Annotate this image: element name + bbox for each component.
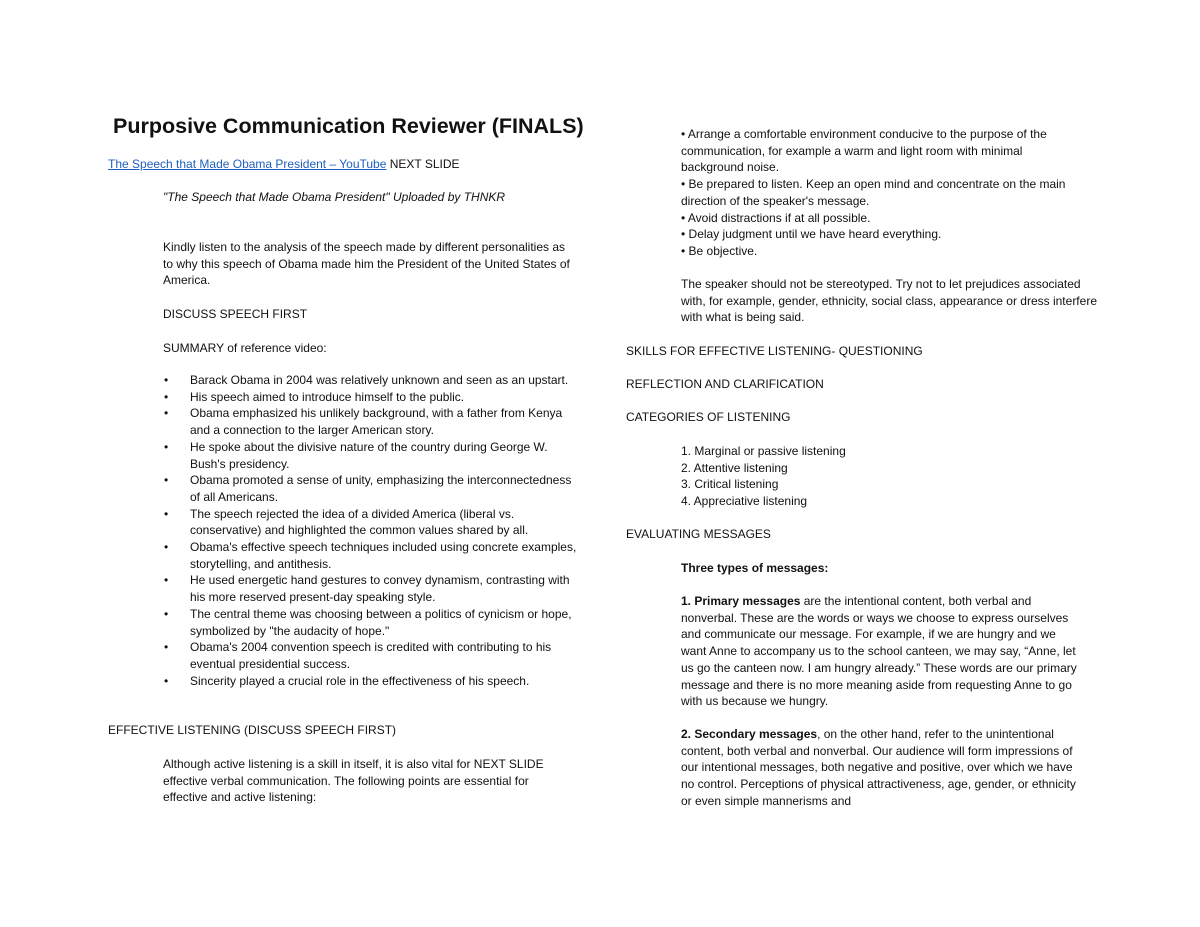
summary-bullet-item: [163, 472, 578, 505]
three-types-heading: Three types of messages:: [681, 561, 829, 575]
summary-bullet-item: [163, 439, 578, 472]
summary-bullet-text: Sincerity played a crucial role in the effectiveness of his speech.: [190, 673, 530, 688]
intro-paragraph: Kindly listen to the analysis of the speech made by different personalities as to why this speech of Obama made him the President of the United States of America.: [163, 240, 570, 288]
summary-bullet-item: [163, 506, 578, 539]
summary-bullet-item: [163, 606, 578, 639]
secondary-messages-label: 2. Secondary messages: [681, 727, 818, 741]
bullet-dot-icon: •: [164, 439, 169, 454]
bullet-dot-icon: •: [164, 473, 169, 488]
secondary-messages-text: , on the other hand, refer to the unintentional content, both verbal and nonverbal. Our audience will form impressions of our intentional messages, both negative and positive, over which we have no control. Perceptions of physical attractiveness, age, gender, or ethnicity or even simple mannerisms and: [681, 727, 1076, 808]
listening-point-item: • Delay judgment until we have heard everything.: [681, 227, 942, 242]
bullet-dot-icon: •: [164, 573, 169, 588]
categories-list: [681, 443, 846, 510]
summary-bullet-item: [163, 539, 578, 572]
summary-bullet-item: [163, 372, 578, 389]
bullet-dot-icon: •: [164, 406, 169, 421]
summary-bullet-text: The speech rejected the idea of a divided America (liberal vs. conservative) and highlighted the common values shared by all.: [190, 506, 529, 538]
summary-heading: SUMMARY of reference video:: [163, 341, 327, 355]
page-title: Purposive Communication Reviewer (FINALS): [113, 114, 584, 138]
listening-category-item: 3. Critical listening: [681, 477, 779, 492]
video-quote: "The Speech that Made Obama President" Uploaded by THNKR: [163, 190, 506, 204]
summary-bullet-text: Obama promoted a sense of unity, emphasizing the interconnectedness of all Americans.: [190, 473, 572, 504]
listening-point-item: • Be objective.: [681, 243, 758, 258]
summary-bullet-text: Obama's 2004 convention speech is credited with contributing to his eventual presidential success.: [190, 640, 552, 671]
summary-bullet-text: He used energetic hand gestures to convey dynamism, contrasting with his more reserved present-day speaking style.: [190, 573, 570, 605]
summary-bullet-list: [163, 372, 578, 689]
effective-listening-paragraph: Although active listening is a skill in itself, it is also vital for NEXT SLIDE effective verbal communication. The following points are essential for effective and active listening:: [163, 757, 544, 805]
summary-bullet-text: The central theme was choosing between a politics of cynicism or hope, symbolized by "the audacity of hope.": [190, 606, 572, 638]
listening-category-item: 1. Marginal or passive listening: [681, 444, 846, 458]
bullet-dot-icon: •: [164, 389, 169, 404]
bullet-dot-icon: •: [164, 673, 169, 688]
summary-bullet-item: [163, 572, 578, 605]
summary-bullet-item: [163, 639, 578, 672]
bullet-dot-icon: •: [164, 373, 169, 387]
listening-category-item: 4. Appreciative listening: [681, 494, 808, 509]
summary-bullet-item: [163, 405, 578, 438]
discuss-speech-note: DISCUSS SPEECH FIRST: [163, 307, 308, 321]
summary-bullet-text: Obama emphasized his unlikely background, with a father from Kenya and a connection to the larger American story.: [190, 406, 563, 438]
bullet-dot-icon: •: [164, 540, 169, 555]
primary-messages-paragraph: [681, 593, 1081, 710]
summary-bullet-item: [163, 673, 578, 690]
listening-point-item: • Be prepared to listen. Keep an open mind and concentrate on the main direction of the speaker's message.: [681, 177, 1066, 208]
categories-heading: CATEGORIES OF LISTENING: [626, 410, 791, 424]
listening-point-item: • Arrange a comfortable environment conducive to the purpose of the communication, for example a warm and light room with minimal background noise.: [681, 127, 1047, 175]
secondary-messages-paragraph: [681, 726, 1081, 810]
bullet-dot-icon: •: [164, 506, 169, 521]
listening-category-item: 2. Attentive listening: [681, 460, 788, 475]
evaluating-heading: EVALUATING MESSAGES: [626, 527, 771, 541]
next-slide-label: NEXT SLIDE: [386, 157, 460, 171]
reflection-heading: REFLECTION AND CLARIFICATION: [626, 377, 824, 391]
stereotype-paragraph: The speaker should not be stereotyped. Try not to let prejudices associated with, for example, gender, ethnicity, social class, appearance or dress interfere with what is being said.: [681, 277, 1097, 325]
bullet-dot-icon: •: [164, 606, 169, 621]
bullet-dot-icon: •: [164, 640, 169, 655]
summary-bullet-item: [163, 389, 578, 406]
summary-bullet-text: He spoke about the divisive nature of the country during George W. Bush's presidency.: [190, 439, 548, 471]
summary-bullet-text: His speech aimed to introduce himself to the public.: [190, 389, 465, 404]
effective-listening-heading: EFFECTIVE LISTENING (DISCUSS SPEECH FIRST): [108, 723, 397, 737]
youtube-link[interactable]: The Speech that Made Obama President – YouTube: [108, 157, 387, 171]
primary-messages-label: 1. Primary messages: [681, 594, 801, 608]
video-link-line: [108, 156, 460, 173]
listening-points-list: [681, 126, 1076, 260]
summary-bullet-text: Obama's effective speech techniques included using concrete examples, storytelling, and antithesis.: [190, 540, 577, 571]
skills-heading: SKILLS FOR EFFECTIVE LISTENING- QUESTIONING: [626, 344, 923, 358]
summary-bullet-text: Barack Obama in 2004 was relatively unknown and seen as an upstart.: [190, 373, 569, 387]
listening-point-item: • Avoid distractions if at all possible.: [681, 210, 871, 225]
primary-messages-text: are the intentional content, both verbal and nonverbal. These are the words or ways we choose to express ourselves and communicate our message. For example, if we are hungry and we want Anne to accompany us to the school canteen, we may say, “Anne, let us go the canteen now. I am hungry already.” These words are our primary message and there is no more meaning aside from requesting Anne to go with us because we hungry.: [681, 594, 1077, 709]
